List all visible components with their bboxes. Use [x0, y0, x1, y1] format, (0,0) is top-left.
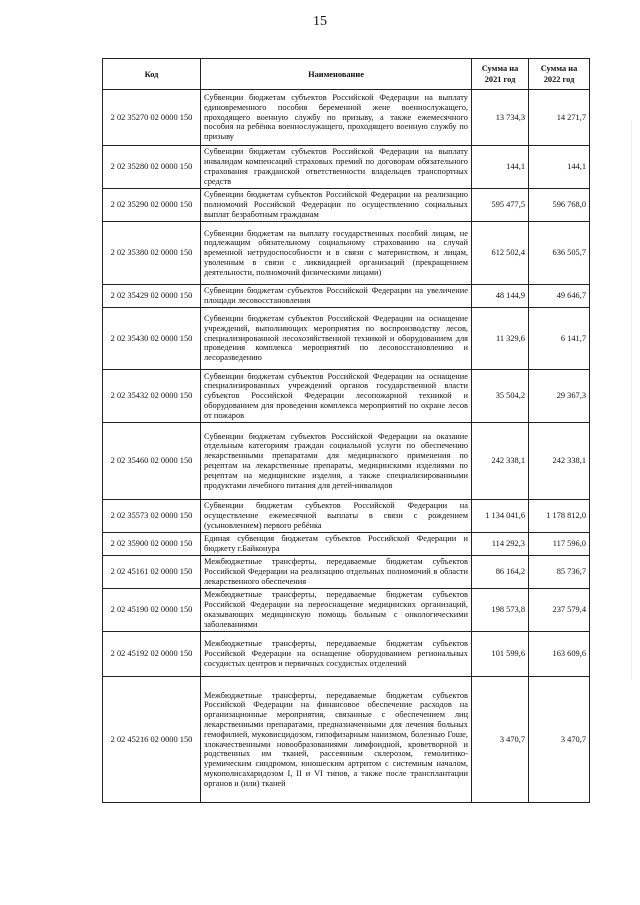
- table-header-row: [103, 59, 590, 90]
- table-row: [103, 222, 590, 285]
- row-sum-2021: 144,1: [472, 146, 529, 189]
- row-name: Субвенции бюджетам субъектов Российской Федерации на оказание отдельным категориям граждан социальной услуги по обеспечению лекарственными препаратами для медицинского применения по рецептам на лекарственные препараты, медицинскими изделиями по рецептам на медицинские изделия, а также специализированными продуктами лечебного питания для детей-инвалидов: [201, 423, 472, 500]
- row-sum-2022: 85 736,7: [529, 556, 590, 589]
- row-code: 2 02 35430 02 0000 150: [103, 308, 201, 370]
- row-sum-2022: 14 271,7: [529, 90, 590, 146]
- row-name: Субвенции бюджетам субъектов Российской Федерации на осуществление ежемесячной выплаты в связи с рождением (усыновлением) первого ребёнка: [201, 500, 472, 533]
- scan-edge-line: [631, 120, 632, 680]
- row-sum-2021: 11 329,6: [472, 308, 529, 370]
- row-code: 2 02 35429 02 0000 150: [103, 285, 201, 308]
- row-name: Субвенции бюджетам на выплату государственных пособий лицам, не подлежащим обязательному социальному страхованию на случай временной нетрудоспособности и в связи с материнством, и лицам, уволенным в связи с ликвидацией организаций (прекращением деятельности, полномочий физическими лицами): [201, 222, 472, 285]
- table-row: [103, 677, 590, 803]
- row-code: 2 02 35380 02 0000 150: [103, 222, 201, 285]
- row-sum-2021: 1 134 041,6: [472, 500, 529, 533]
- header-code: Код: [103, 59, 201, 90]
- table-row: [103, 423, 590, 500]
- budget-revenue-table: [102, 58, 590, 803]
- row-name: Субвенции бюджетам субъектов Российской Федерации на увеличение площади лесовосстановления: [201, 285, 472, 308]
- row-sum-2022: 596 768,0: [529, 189, 590, 222]
- row-code: 2 02 45216 02 0000 150: [103, 677, 201, 803]
- page-number: 15: [313, 14, 327, 29]
- table-row: [103, 90, 590, 146]
- row-code: 2 02 35290 02 0000 150: [103, 189, 201, 222]
- row-sum-2021: 198 573,8: [472, 589, 529, 632]
- header-sum-2022: Сумма на 2022 год: [529, 59, 590, 90]
- table-row: [103, 589, 590, 632]
- row-name: Субвенции бюджетам субъектов Российской Федерации на оснащение учреждений, выполняющих мероприятия по воспроизводству лесов, специализированной лесохозяйственной техникой и оборудованием для проведения комплекса мероприятий по лесовосстановлению и лесоразведению: [201, 308, 472, 370]
- table-row: [103, 189, 590, 222]
- row-sum-2021: 114 292,3: [472, 533, 529, 556]
- row-name: Субвенции бюджетам субъектов Российской Федерации на выплату инвалидам компенсаций страховых премий по договорам обязательного страхования гражданской ответственности владельцев транспортных средств: [201, 146, 472, 189]
- row-sum-2022: 117 596,0: [529, 533, 590, 556]
- row-code: 2 02 35460 02 0000 150: [103, 423, 201, 500]
- row-sum-2021: 48 144,9: [472, 285, 529, 308]
- table-row: [103, 533, 590, 556]
- row-sum-2021: 13 734,3: [472, 90, 529, 146]
- row-code: 2 02 35280 02 0000 150: [103, 146, 201, 189]
- row-name: Субвенции бюджетам субъектов Российской Федерации на реализацию полномочий Российской Федерации по осуществлению социальных выплат безработным гражданам: [201, 189, 472, 222]
- row-code: 2 02 35573 02 0000 150: [103, 500, 201, 533]
- row-sum-2022: 49 646,7: [529, 285, 590, 308]
- row-sum-2021: 101 599,6: [472, 632, 529, 677]
- table-row: [103, 556, 590, 589]
- row-name: Межбюджетные трансферты, передаваемые бюджетам субъектов Российской Федерации на реализацию отдельных полномочий в области лекарственного обеспечения: [201, 556, 472, 589]
- table-row: [103, 285, 590, 308]
- table-row: [103, 500, 590, 533]
- row-code: 2 02 35270 02 0000 150: [103, 90, 201, 146]
- row-code: 2 02 45190 02 0000 150: [103, 589, 201, 632]
- row-name: Межбюджетные трансферты, передаваемые бюджетам субъектов Российской Федерации на финансовое обеспечение расходов на организационные мероприятия, связанные с обеспечением лиц лекарственными препаратами, предназначенными для лечения больных гемофилией, муковисцидозом, гипофизарным нанизмом, болезнью Гоше, злокачественными новообразованиями лимфоидной, кроветворной и родственных им тканей, рассеянным склерозом, гемолитико-уремическим синдромом, юношеским артритом с системным началом, мукополисахаридозом I, II и VI типов, а также после трансплантации органов и (или) тканей: [201, 677, 472, 803]
- row-name: Единая субвенция бюджетам субъектов Российской Федерации и бюджету г.Байконура: [201, 533, 472, 556]
- row-sum-2022: 1 178 812,0: [529, 500, 590, 533]
- row-sum-2022: 6 141,7: [529, 308, 590, 370]
- header-name: Наименование: [201, 59, 472, 90]
- row-code: 2 02 35900 02 0000 150: [103, 533, 201, 556]
- row-sum-2021: 595 477,5: [472, 189, 529, 222]
- row-sum-2021: 242 338,1: [472, 423, 529, 500]
- row-sum-2022: 237 579,4: [529, 589, 590, 632]
- row-name: Субвенции бюджетам субъектов Российской Федерации на оснащение специализированных учреждений органов государственной власти субъектов Российской Федерации лесопожарной техникой и оборудованием для проведения комплекса мероприятий по охране лесов от пожаров: [201, 370, 472, 423]
- row-sum-2021: 86 164,2: [472, 556, 529, 589]
- row-sum-2022: 144,1: [529, 146, 590, 189]
- row-name: Субвенции бюджетам субъектов Российской Федерации на выплату единовременного пособия беременной жене военнослужащего, проходящего военную службу по призыву, а также ежемесячного пособия на ребёнка военнослужащего, проходящего военную службу по призыву: [201, 90, 472, 146]
- row-sum-2022: 163 609,6: [529, 632, 590, 677]
- row-sum-2022: 3 470,7: [529, 677, 590, 803]
- row-sum-2021: 35 504,2: [472, 370, 529, 423]
- table-row: [103, 632, 590, 677]
- table-row: [103, 370, 590, 423]
- row-sum-2022: 29 367,3: [529, 370, 590, 423]
- table-row: [103, 146, 590, 189]
- row-code: 2 02 35432 02 0000 150: [103, 370, 201, 423]
- row-sum-2022: 636 505,7: [529, 222, 590, 285]
- row-sum-2021: 612 502,4: [472, 222, 529, 285]
- row-code: 2 02 45161 02 0000 150: [103, 556, 201, 589]
- table-row: [103, 308, 590, 370]
- header-sum-2021: Сумма на 2021 год: [472, 59, 529, 90]
- row-name: Межбюджетные трансферты, передаваемые бюджетам субъектов Российской Федерации на оснащение оборудованием региональных сосудистых центров и первичных сосудистых отделений: [201, 632, 472, 677]
- row-sum-2021: 3 470,7: [472, 677, 529, 803]
- row-sum-2022: 242 338,1: [529, 423, 590, 500]
- row-name: Межбюджетные трансферты, передаваемые бюджетам субъектов Российской Федерации на переоснащение медицинских организаций, оказывающих медицинскую помощь больным с онкологическими заболеваниями: [201, 589, 472, 632]
- row-code: 2 02 45192 02 0000 150: [103, 632, 201, 677]
